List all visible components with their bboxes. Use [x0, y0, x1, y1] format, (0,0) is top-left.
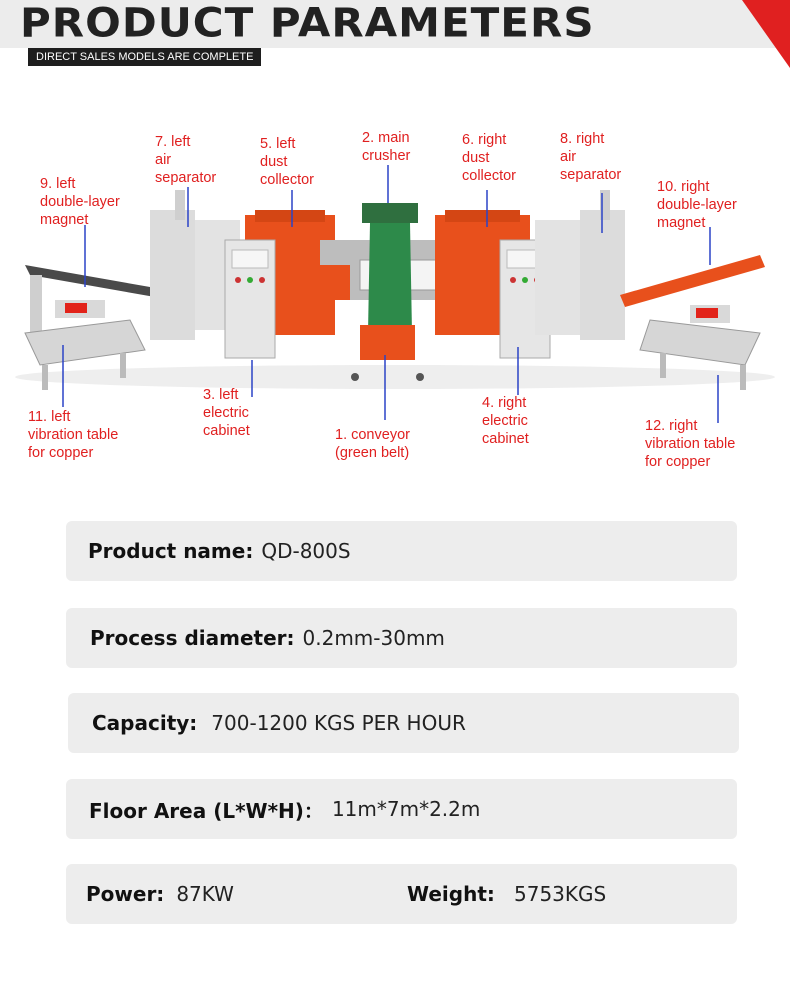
label-right-vibration-table: 12. right vibration table for copper: [645, 418, 736, 470]
spec-value: 700-1200 KGS PER HOUR: [211, 711, 466, 735]
label-main-crusher: 2. main crusher: [362, 130, 411, 164]
label-right-electric-cabinet: 4. right electric cabinet: [482, 395, 529, 447]
label-left-vibration-table: 11. left vibration table for copper: [28, 409, 119, 461]
page-title: PRODUCT PARAMETERS: [20, 0, 595, 46]
page-header: [0, 0, 790, 68]
header-corner-accent: [742, 0, 790, 68]
spec-key-weight: Weight:: [407, 882, 495, 906]
spec-value-power: 87KW: [176, 882, 234, 906]
spec-value: 0.2mm-30mm: [302, 626, 445, 650]
spec-key: Floor Area (L*W*H)：: [89, 798, 324, 823]
spec-row-floor-area: [66, 779, 737, 839]
spec-value-weight: 5753KGS: [514, 882, 607, 906]
spec-key: Process diameter:: [90, 626, 295, 650]
label-left-electric-cabinet: 3. left electric cabinet: [203, 387, 250, 439]
spec-value: 11m*7m*2.2m: [331, 797, 481, 821]
label-right-air-separator: 8. right air separator: [560, 131, 622, 183]
spec-key: Product name:: [88, 539, 254, 563]
machine-diagram: [0, 115, 790, 495]
label-left-double-layer-magnet: 9. left double-layer magnet: [40, 176, 120, 228]
spec-key-power: Power:: [86, 882, 165, 906]
spec-row-power-weight: [66, 864, 737, 924]
spec-row-capacity: [68, 693, 739, 753]
spec-row-process-diameter: [66, 608, 737, 668]
label-conveyor: 1. conveyor (green belt): [335, 427, 410, 461]
label-left-dust-collector: 5. left dust collector: [260, 136, 314, 188]
label-right-double-layer-magnet: 10. right double-layer magnet: [657, 179, 737, 231]
spec-key: Capacity:: [92, 711, 198, 735]
spec-row-product-name: [66, 521, 737, 581]
label-right-dust-collector: 6. right dust collector: [462, 132, 516, 184]
label-left-air-separator: 7. left air separator: [155, 134, 217, 186]
spec-value: QD-800S: [261, 539, 351, 563]
page-subtitle: DIRECT SALES MODELS ARE COMPLETE: [28, 48, 261, 66]
